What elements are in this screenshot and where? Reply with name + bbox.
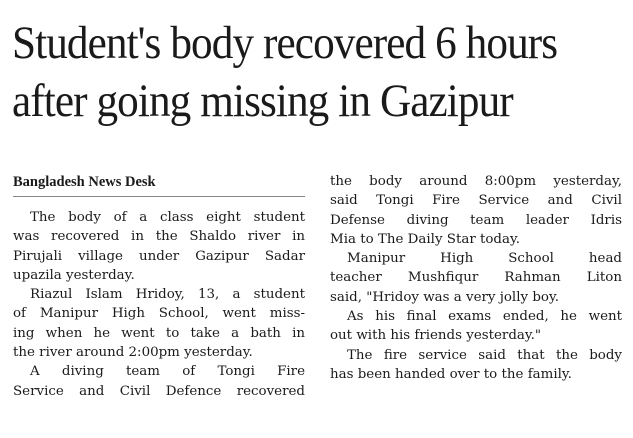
text-line: has been handed over to the family.	[330, 366, 572, 382]
text-line: A diving team of Tongi Fire	[30, 364, 305, 380]
text-line: said Tongi Fire Service and Civil	[330, 193, 622, 209]
right-column	[330, 172, 622, 384]
byline: Bangladesh News Desk	[13, 172, 305, 197]
text-line: The fire service said that the body	[347, 347, 622, 363]
text-line: Pirujali village under Gazipur Sadar	[13, 248, 305, 264]
text-line: out with his friends yesterday."	[330, 328, 542, 344]
left-column	[13, 172, 305, 401]
text-line: As his final exams ended, he went	[347, 309, 622, 325]
text-line: upazila yesterday.	[13, 267, 135, 283]
text-line: was recovered in the Shaldo river in	[13, 229, 305, 245]
text-line: Riazul Islam Hridoy, 13, a student	[30, 287, 305, 303]
text-line: the river around 2:00pm yesterday.	[13, 345, 253, 361]
text-line: said, "Hridoy was a very jolly boy.	[330, 289, 559, 305]
text-line: Mia to The Daily Star today.	[330, 231, 521, 247]
headline-line-2: after going missing in Gazipur	[12, 75, 513, 127]
text-line: the body around 8:00pm yesterday,	[330, 174, 622, 189]
headline	[12, 14, 578, 130]
text-line: The body of a class eight student	[30, 210, 305, 225]
right-column-body	[330, 172, 622, 384]
text-line: Service and Civil Defence recovered	[13, 383, 305, 399]
text-line: of Manipur High School, went miss-	[13, 306, 305, 322]
text-line: teacher Mushfiqur Rahman Liton	[330, 270, 622, 286]
left-column-body	[13, 208, 305, 401]
text-line: Defense diving team leader Idris	[330, 212, 622, 228]
headline-line-1: Student's body recovered 6 hours	[12, 17, 558, 69]
text-line: ing when he went to take a bath in	[13, 325, 305, 341]
text-line: Manipur High School head	[347, 251, 622, 267]
